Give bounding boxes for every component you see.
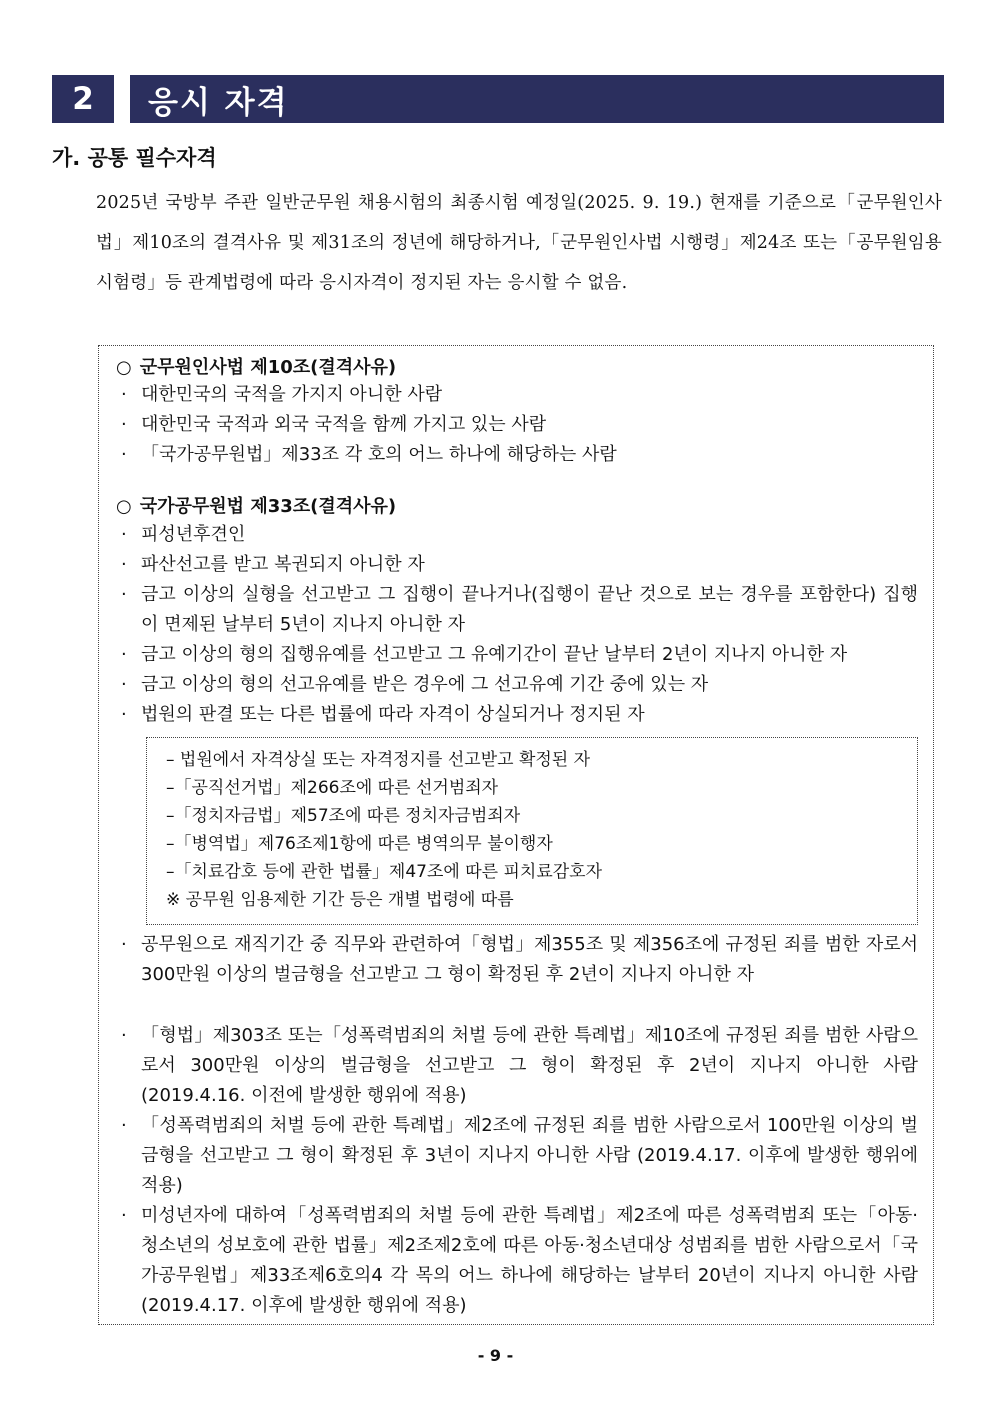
list-item: · 파산선고를 받고 복권되지 아니한 자 [118, 550, 918, 580]
circle-bullet-icon: ○ [116, 496, 132, 517]
sub-list-item: –「병역법」제76조제1항에 따른 병역의무 불이행자 [166, 834, 553, 854]
bullet-dot-icon: · [121, 444, 127, 465]
bullet-dot-icon: · [121, 384, 127, 405]
sub-list-note: ※ 공무원 임용제한 기간 등은 개별 법령에 따름 [166, 890, 514, 910]
bullet-dot-icon: · [121, 1205, 127, 1226]
bullet-dot-icon: · [121, 704, 127, 725]
bullet-dot-icon: · [121, 584, 127, 605]
page-number: - 9 - [477, 1346, 514, 1365]
bullet-dot-icon: · [121, 554, 127, 575]
section-title: 응시 자격 [148, 84, 289, 121]
bullet-dot-icon: · [121, 1025, 127, 1046]
list-item: · 「성폭력범죄의 처벌 등에 관한 특례법」제2조에 규정된 죄를 범한 사람으로서 100만원 이상의 벌금형을 선고받고 그 형이 확정된 후 3년이 지나지 아니한 사람 (2019.4.17. 이후에 발생한 행위에 적용) [118, 1111, 918, 1201]
list-item: · 미성년자에 대하여「성폭력범죄의 처벌 등에 관한 특례법」제2조에 따른 성폭력범죄 또는「아동·청소년의 성보호에 관한 법률」제2조제2호에 따른 아동·청소년대상 성범죄를 범한 사람으로서「국가공무원법」제33조제6호의4 각 목의 어느 하나에 해당하는 날부터 20년이 지나지 아니한 사람(2019.4.17. 이후에 발생한 행위에 적용) [118, 1201, 918, 1321]
list-item: · 대한민국 국적과 외국 국적을 함께 가지고 있는 사람 [118, 410, 918, 440]
list-item: · 피성년후견인 [118, 520, 918, 550]
list-item: · 공무원으로 재직기간 중 직무와 관련하여「형법」제355조 및 제356조에 규정된 죄를 범한 자로서 300만원 이상의 벌금형을 선고받고 그 형이 확정된 후 2년이 지나지 아니한 자 [118, 930, 918, 990]
sub-list-item: –「공직선거법」제266조에 따른 선거범죄자 [166, 778, 499, 798]
law-heading-text: 국가공무원법 제33조(결격사유) [139, 496, 397, 517]
circle-bullet-icon: ○ [116, 357, 132, 378]
sub-list-item: –「정치자금법」제57조에 따른 정치자금범죄자 [166, 806, 521, 826]
law-heading-text: 군무원인사법 제10조(결격사유) [139, 357, 397, 378]
section-number: 2 [72, 81, 94, 117]
bullet-dot-icon: · [121, 414, 127, 435]
sub-list-item: –「치료감호 등에 관한 법률」제47조에 따른 피치료감호자 [166, 862, 603, 882]
bullet-dot-icon: · [121, 524, 127, 545]
list-item: · 금고 이상의 형의 집행유예를 선고받고 그 유예기간이 끝난 날부터 2년이 지나지 아니한 자 [118, 640, 918, 670]
bullet-dot-icon: · [121, 1115, 127, 1136]
subsection-heading: 가. 공통 필수자격 [52, 146, 217, 170]
intro-paragraph: 2025년 국방부 주관 일반군무원 채용시험의 최종시험 예정일(2025. 9. 19.) 현재를 기준으로「군무원인사법」제10조의 결격사유 및 제31조의 정년에 해당하거나,「군무원인사법 시행령」제24조 또는「공무원임용시험령」등 관계법령에 따라 응시자격이 정지된 자는 응시할 수 없음. [96, 193, 942, 293]
section-number-badge [52, 75, 114, 123]
list-item: · 법원의 판결 또는 다른 법률에 따라 자격이 상실되거나 정지된 자 [118, 700, 918, 730]
list-item: · 금고 이상의 실형을 선고받고 그 집행이 끝나거나(집행이 끝난 것으로 보는 경우를 포함한다) 집행이 면제된 날부터 5년이 지나지 아니한 자 [118, 580, 918, 640]
law-heading-military-civilian [116, 353, 396, 379]
list-item: · 「국가공무원법」제33조 각 호의 어느 하나에 해당하는 사람 [118, 440, 918, 470]
bullet-dot-icon: · [121, 644, 127, 665]
sub-list-item: – 법원에서 자격상실 또는 자격정지를 선고받고 확정된 자 [166, 750, 591, 770]
list-item: · 금고 이상의 형의 선고유예를 받은 경우에 그 선고유예 기간 중에 있는 자 [118, 670, 918, 700]
law-heading-national-public [116, 492, 396, 518]
bullet-dot-icon: · [121, 674, 127, 695]
section-title-bar [130, 75, 944, 123]
bullet-dot-icon: · [121, 934, 127, 955]
list-item: · 대한민국의 국적을 가지지 아니한 사람 [118, 380, 918, 410]
list-item: · 「형법」제303조 또는「성폭력범죄의 처벌 등에 관한 특례법」제10조에 규정된 죄를 범한 사람으로서 300만원 이상의 벌금형을 선고받고 그 형이 확정된 후 2년이 지나지 아니한 사람 (2019.4.16. 이전에 발생한 행위에 적용) [118, 1021, 918, 1111]
